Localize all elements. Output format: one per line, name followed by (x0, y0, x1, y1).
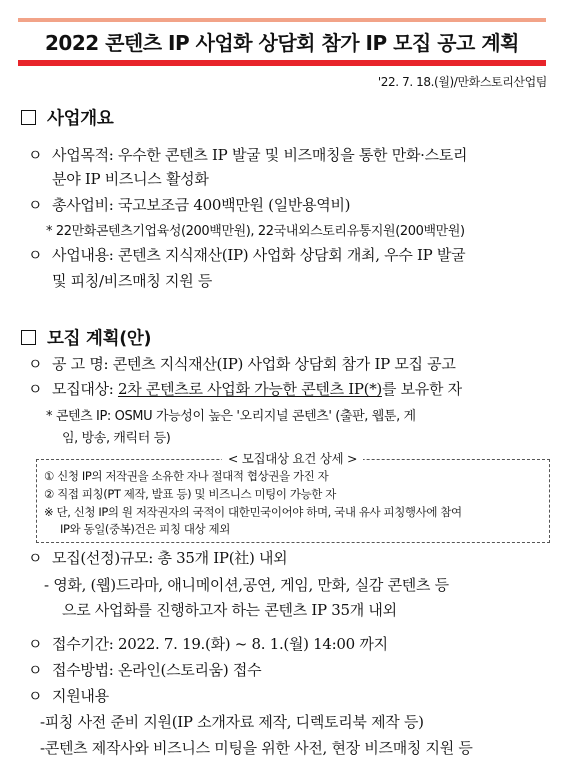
circle-bullet-icon: ㅇ (28, 661, 43, 679)
circle-bullet-icon: ㅇ (28, 549, 43, 567)
circle-bullet-icon: ㅇ (28, 635, 43, 653)
requirement-line-4: IP와 동일(중복)건은 피칭 대상 제외 (60, 522, 230, 536)
support-item-1: -피칭 사전 준비 지원(IP 소개자료 제작, 디렉토리북 제작 등) (40, 713, 424, 731)
section-heading-recruit: 모집 계획(안) (21, 325, 151, 350)
target-note: * 콘텐츠 IP: OSMU 가능성이 높은 '오리지널 콘텐츠' (출판, 웹툰, 게 (46, 409, 416, 424)
requirement-line-2: ② 직접 피칭(PT 제작, 발표 등) 및 비즈니스 미팅이 가능한 자 (44, 487, 336, 501)
list-item-period: ㅇ 접수기간: 2022. 7. 19.(화) ~ 8. 1.(월) 14:00 까지 (28, 635, 388, 653)
list-item-method: ㅇ 접수방법: 온라인(스토리움) 접수 (28, 661, 262, 679)
list-item-budget: ㅇ 총사업비: 국고보조금 400백만원 (일반용역비) (28, 196, 351, 214)
document-title: 2022 콘텐츠 IP 사업화 상담회 참가 IP 모집 공고 계획 (45, 31, 519, 55)
section-heading-overview: 사업개요 (21, 105, 113, 130)
list-item-purpose-cont: 분야 IP 비즈니스 활성화 (52, 170, 209, 188)
requirement-line-3: ※ 단, 신청 IP의 원 저작권자의 국적이 대한민국이어야 하며, 국내 유사 피칭행사에 참여 (44, 505, 462, 519)
list-item-notice-name: ㅇ 공 고 명: 콘텐츠 지식재산(IP) 사업화 상담회 참가 IP 모집 공고 (28, 355, 456, 373)
circle-bullet-icon: ㅇ (28, 687, 43, 705)
list-item-support: ㅇ 지원내용 (28, 687, 109, 705)
circle-bullet-icon: ㅇ (28, 246, 43, 264)
list-item-target: ㅇ 모집대상: 2차 콘텐츠로 사업화 가능한 콘텐츠 IP(*)를 보유한 자 (28, 380, 462, 398)
circle-bullet-icon: ㅇ (28, 146, 43, 164)
list-item-scale: ㅇ 모집(선정)규모: 총 35개 IP(社) 내외 (28, 549, 288, 567)
budget-note: * 22만화콘텐츠기업육성(200백만원), 22국내외스토리유통지원(200백만원) (46, 224, 465, 239)
scale-detail-cont: 으로 사업화를 진행하고자 하는 콘텐츠 IP 35개 내외 (62, 601, 397, 619)
checkbox-square-icon (21, 330, 36, 345)
circle-bullet-icon: ㅇ (28, 380, 43, 398)
title-bottom-rule (18, 60, 546, 66)
requirements-box-title: < 모집대상 요건 상세 > (0, 448, 585, 467)
date-department: '22. 7. 18.(월)/만화스토리산업팀 (377, 75, 547, 89)
scale-detail: - 영화, (웹)드라마, 애니메이션,공연, 게임, 만화, 실감 콘텐츠 등 (44, 576, 449, 594)
circle-bullet-icon: ㅇ (28, 355, 43, 373)
support-item-2: -콘텐츠 제작사와 비즈니스 미팅을 위한 사전, 현장 비즈매칭 지원 등 (40, 739, 473, 757)
checkbox-square-icon (21, 110, 36, 125)
list-item-content-cont: 및 피칭/비즈매칭 지원 등 (52, 272, 213, 290)
requirement-line-1: ① 신청 IP의 저작권을 소유한 자나 절대적 협상권을 가진 자 (44, 469, 329, 483)
list-item-content: ㅇ 사업내용: 콘텐츠 지식재산(IP) 사업화 상담회 개최, 우수 IP 발굴 (28, 246, 466, 264)
list-item-purpose: ㅇ 사업목적: 우수한 콘텐츠 IP 발굴 및 비즈매칭을 통한 만화·스토리 (28, 146, 468, 164)
title-top-rule (18, 18, 546, 22)
circle-bullet-icon: ㅇ (28, 196, 43, 214)
target-note-cont: 임, 방송, 캐릭터 등) (62, 431, 171, 446)
